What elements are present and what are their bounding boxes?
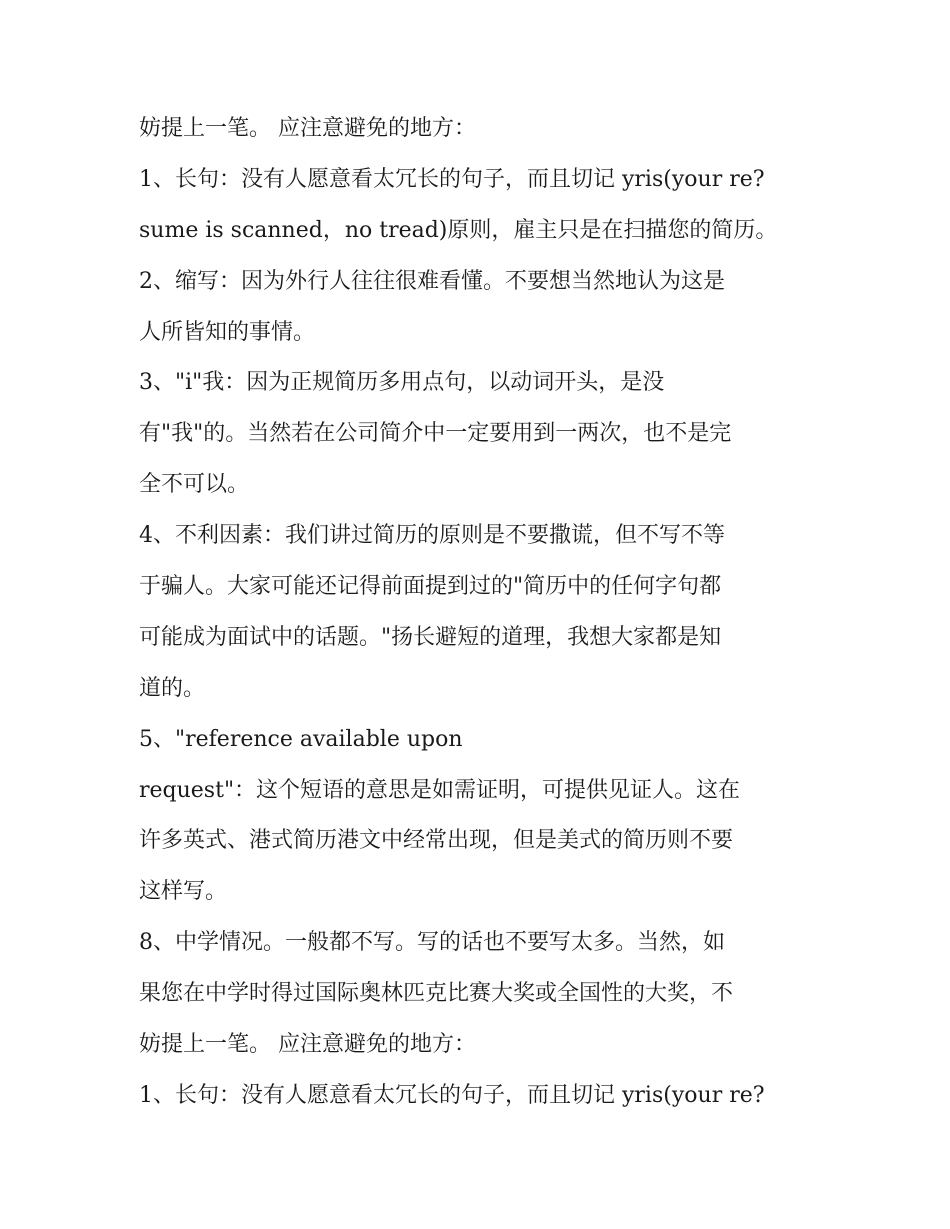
document-body	[139, 104, 819, 1122]
text-line: 于骗人。大家可能还记得前面提到过的"简历中的任何字句都	[139, 574, 722, 600]
text-line: 果您在中学时得过国际奥林匹克比赛大奖或全国性的大奖，不	[139, 981, 734, 1007]
text-line: 3、"i"我：因为正规简历多用点句，以动词开头，是没	[139, 370, 665, 396]
text-line: 4、不利因素：我们讲过简历的原则是不要撒谎，但不写不等	[139, 523, 725, 549]
text-line: 妨提上一笔。 应注意避免的地方：	[139, 116, 476, 141]
text-line: 许多英式、港式简历港文中经常出现，但是美式的简历则不要	[139, 828, 734, 854]
text-line: 5、"reference available upon	[139, 726, 463, 752]
text-line: 8、中学情况。一般都不写。写的话也不要写太多。当然，如	[139, 930, 725, 956]
text-line: 道的。	[139, 675, 206, 701]
text-line: 有"我"的。当然若在公司简介中一定要用到一两次，也不是完	[139, 421, 732, 447]
text-line: 全不可以。	[139, 472, 250, 498]
text-line: 可能成为面试中的话题。"扬长避短的道理，我想大家都是知	[139, 624, 722, 650]
text-line: 这样写。	[139, 879, 228, 905]
text-line: sume is scanned，no tread)原则，雇主只是在扫描您的简历。	[139, 217, 778, 243]
text-line: 1、长句：没有人愿意看太冗长的句子，而且切记 yris(your re?	[139, 166, 765, 192]
text-line: request"：这个短语的意思是如需证明，可提供见证人。这在	[139, 777, 741, 803]
text-line: 2、缩写：因为外行人往往很难看懂。不要想当然地认为这是	[139, 268, 725, 294]
text-line: 1、长句：没有人愿意看太冗长的句子，而且切记 yris(your re?	[139, 1082, 765, 1108]
text-line: 人所皆知的事情。	[139, 319, 316, 345]
text-line: 妨提上一笔。 应注意避免的地方：	[139, 1032, 476, 1058]
